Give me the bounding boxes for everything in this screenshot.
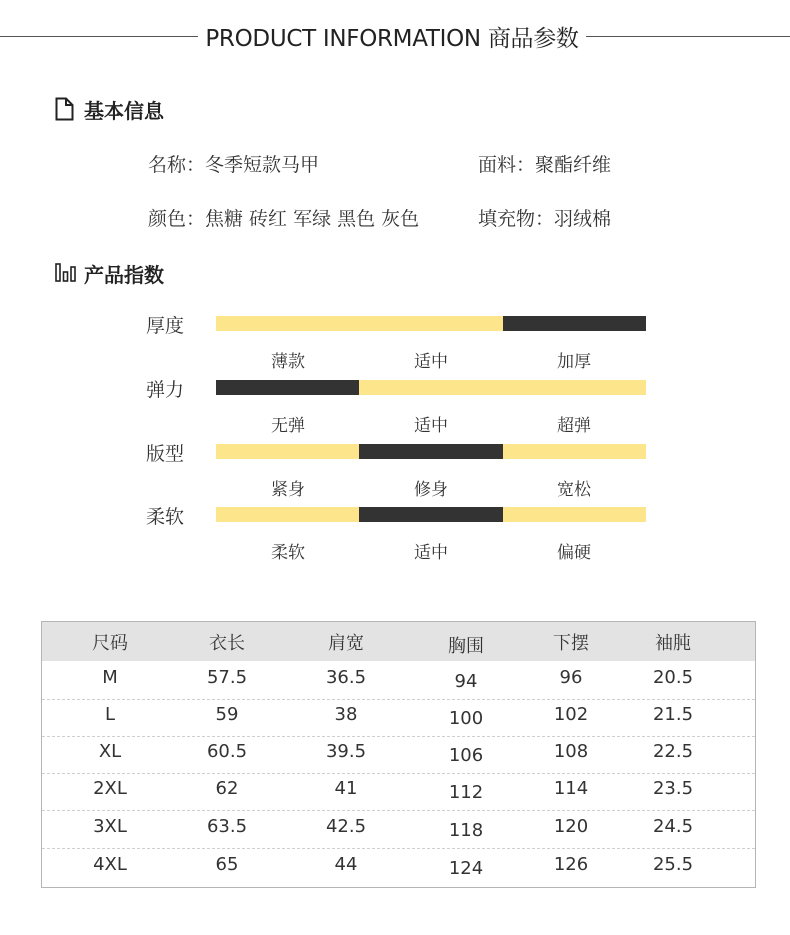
info-filling — [478, 204, 611, 231]
section-title-basic-info: 基本信息 — [84, 99, 164, 123]
table-cell: L — [104, 704, 116, 725]
index-bar — [216, 316, 646, 331]
table-row — [42, 848, 755, 886]
table-cell: 100 — [448, 708, 484, 729]
section-title-product-index: 产品指数 — [84, 263, 164, 287]
info-fabric — [478, 150, 611, 177]
index-bar-selected-segment — [216, 380, 359, 395]
info-color-value: 焦糖 砖红 军绿 黑色 灰色 — [205, 208, 420, 230]
table-header-cell: 肩宽 — [328, 633, 364, 654]
index-option-label: 修身 — [414, 480, 448, 500]
table-cell: 4XL — [93, 854, 127, 875]
table-cell: 118 — [448, 820, 484, 841]
table-cell: 112 — [448, 782, 484, 803]
table-cell: 2XL — [93, 778, 127, 799]
index-option-label: 无弹 — [271, 416, 305, 436]
index-bar-selected-segment — [503, 316, 646, 331]
index-option-label: 薄款 — [271, 352, 305, 372]
table-row — [42, 698, 755, 736]
info-color-label: 颜色： — [148, 208, 206, 230]
table-cell: 25.5 — [652, 854, 694, 875]
table-row — [42, 735, 755, 773]
size-table — [41, 621, 756, 888]
table-cell: 124 — [448, 858, 484, 879]
table-cell: 39.5 — [325, 741, 367, 762]
document-icon — [55, 97, 74, 121]
info-fabric-value: 聚酯纤维 — [535, 154, 612, 176]
index-option-label: 加厚 — [557, 352, 591, 372]
table-header-cell: 尺码 — [92, 633, 128, 654]
info-name-label: 名称： — [148, 154, 206, 176]
index-option-label: 宽松 — [557, 480, 591, 500]
table-cell: 94 — [454, 671, 478, 692]
table-header-cell: 下摆 — [553, 633, 589, 654]
size-table-header — [42, 622, 755, 661]
index-option-label: 适中 — [414, 543, 448, 563]
table-cell: 108 — [553, 741, 589, 762]
index-bar — [216, 444, 646, 459]
table-header-cell: 胸围 — [448, 636, 484, 657]
info-filling-label: 填充物： — [478, 208, 555, 230]
table-cell: 44 — [334, 854, 358, 875]
table-cell: 42.5 — [325, 816, 367, 837]
page-title: PRODUCT INFORMATION 商品参数 — [205, 26, 579, 52]
table-header-cell: 衣长 — [209, 633, 245, 654]
table-cell: 41 — [334, 778, 358, 799]
table-cell: XL — [98, 741, 122, 762]
index-label: 版型 — [146, 443, 185, 465]
header-rule-right — [586, 36, 790, 37]
bar-chart-icon — [55, 261, 77, 282]
table-cell: 59 — [215, 704, 239, 725]
table-cell: 24.5 — [652, 816, 694, 837]
table-cell: M — [102, 667, 118, 688]
table-cell: 57.5 — [206, 667, 248, 688]
table-row — [42, 772, 755, 810]
table-row — [42, 661, 755, 699]
index-label: 弹力 — [146, 379, 185, 401]
table-cell: 120 — [553, 816, 589, 837]
table-row — [42, 810, 755, 848]
table-cell: 23.5 — [652, 778, 694, 799]
table-cell: 63.5 — [206, 816, 248, 837]
table-header-cell: 袖肫 — [655, 633, 691, 654]
table-cell: 21.5 — [652, 704, 694, 725]
info-name — [148, 150, 319, 177]
index-bar — [216, 507, 646, 522]
index-label: 柔软 — [146, 506, 185, 528]
table-cell: 20.5 — [652, 667, 694, 688]
table-cell: 3XL — [93, 816, 127, 837]
index-label: 厚度 — [146, 315, 185, 337]
index-bar-selected-segment — [359, 444, 502, 459]
table-cell: 22.5 — [652, 741, 694, 762]
info-fabric-label: 面料： — [478, 154, 536, 176]
table-cell: 38 — [334, 704, 358, 725]
index-option-label: 柔软 — [271, 543, 305, 563]
table-cell: 102 — [553, 704, 589, 725]
index-option-label: 偏硬 — [557, 543, 591, 563]
table-cell: 60.5 — [206, 741, 248, 762]
header-rule-left — [0, 36, 198, 37]
table-cell: 65 — [215, 854, 239, 875]
table-cell: 106 — [448, 745, 484, 766]
info-filling-value: 羽绒棉 — [554, 208, 612, 230]
index-bar-selected-segment — [359, 507, 502, 522]
table-cell: 36.5 — [325, 667, 367, 688]
index-option-label: 超弹 — [557, 416, 591, 436]
index-option-label: 适中 — [414, 416, 448, 436]
table-cell: 126 — [553, 854, 589, 875]
table-cell: 62 — [215, 778, 239, 799]
index-option-label: 紧身 — [271, 480, 305, 500]
table-cell: 96 — [559, 667, 583, 688]
info-color — [148, 204, 419, 231]
info-name-value: 冬季短款马甲 — [205, 154, 320, 176]
table-cell: 114 — [553, 778, 589, 799]
index-bar — [216, 380, 646, 395]
index-option-label: 适中 — [414, 352, 448, 372]
